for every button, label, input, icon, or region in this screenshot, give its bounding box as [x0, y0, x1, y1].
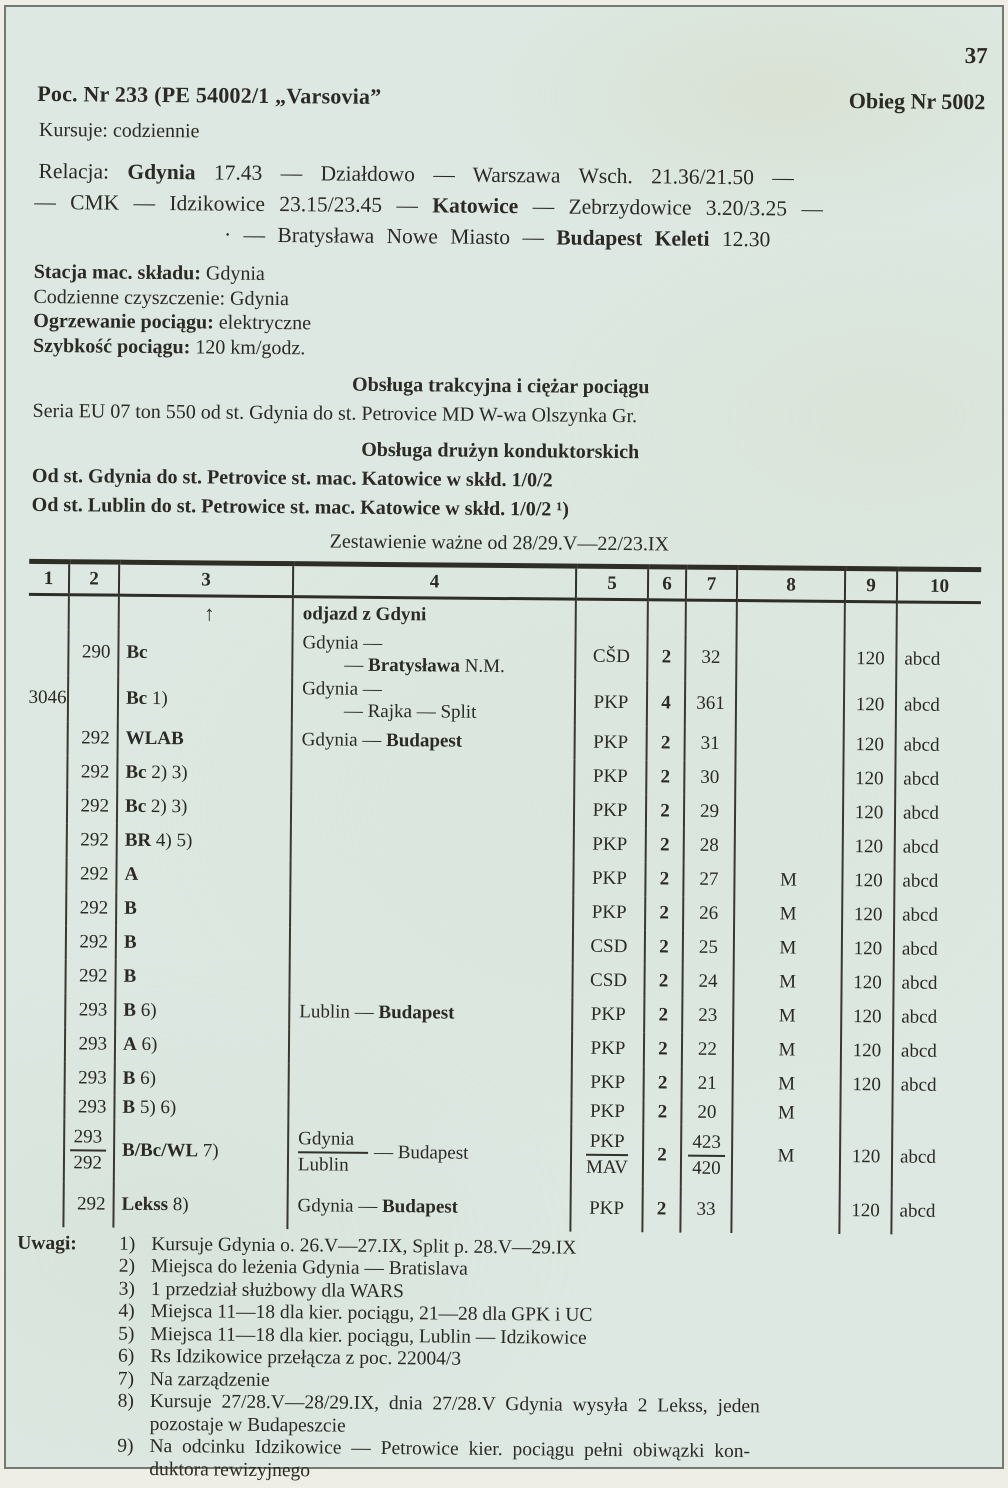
column-header-4: 4: [293, 564, 576, 599]
cell-mark: M: [734, 897, 842, 932]
cell-obieg-alt: [27, 754, 67, 788]
cell-mark: [735, 761, 843, 796]
cell-car-number: 23: [682, 998, 733, 1032]
section-title-konduktor: Obsługa drużyn konduktorskich: [361, 438, 640, 464]
uwagi-item-line: Miejsca 11—18 dla kier. pociągu, Lublin — Idzikowice: [150, 1323, 587, 1349]
cell-car-class: Bc 2) 3): [117, 755, 291, 791]
validity-line: Zestawienie ważne od 28/29.V—22/23.IX: [329, 530, 670, 556]
uwagi-item-line: Miejsca 11—18 dla kier. pociągu, 21—28 dla GPK i UC: [150, 1300, 593, 1326]
page-content: [3, 13, 992, 1488]
cell-railway: PKP: [573, 895, 645, 930]
cell-speed: 120: [844, 681, 896, 727]
cell-obieg-alt: [27, 788, 67, 822]
cell-car-number: 31: [685, 726, 736, 760]
cell-series: 290: [68, 629, 118, 675]
cell-route: Gdynia — Budapest: [287, 1183, 570, 1231]
cell-axles: 2: [643, 1124, 682, 1186]
cell-railway: PKP: [574, 793, 646, 828]
cell-mark: M: [733, 999, 841, 1034]
cell-car-class: BR 4) 5): [117, 823, 291, 859]
info-line-ogrzewanie: Ogrzewanie pociągu: elektryczne: [33, 309, 312, 335]
cell-mark: [737, 601, 845, 636]
cell-railway: [576, 599, 648, 634]
car-class: B/Bc/WL: [121, 1139, 199, 1161]
column-header-1: 1: [29, 561, 69, 594]
cell-axles: [648, 600, 686, 634]
cell-route: [291, 757, 574, 793]
cell-series: 292: [66, 891, 116, 925]
cell-route: Gdynia — Budapest: [292, 723, 575, 759]
cell-railway: PKP: [572, 997, 644, 1032]
table-row: [28, 674, 980, 728]
route-line-2: — Bratysława N.M.: [344, 654, 505, 677]
route-bold: Budapest: [378, 1001, 455, 1024]
cell-car-number: 24: [682, 964, 733, 998]
route-bold: Bratysława: [367, 654, 460, 677]
relacja-katowice: Katowice: [432, 193, 519, 219]
cell-axles: 2: [644, 1066, 682, 1100]
uwagi-item-line: pozostaje w Budapeszcie: [149, 1413, 346, 1437]
cell-speed: 120: [841, 1067, 893, 1101]
cell-brake: abcd: [901, 1006, 938, 1028]
cell-car-number: 27: [683, 862, 734, 896]
cell-speed: 120: [842, 863, 894, 897]
relacja-line-2-pre: — CMK — Idzikowice 23.15/23.45 —: [34, 189, 419, 218]
cell-route: [288, 1097, 571, 1123]
table-row: [28, 628, 980, 682]
cell-mark: M: [734, 863, 842, 898]
car-class: A: [122, 1033, 137, 1055]
uwagi-item-line: Kursuje Gdynia o. 26.V—27.IX, Split p. 28.V—29.IX: [151, 1233, 577, 1259]
cell-series: 292: [66, 925, 116, 959]
cell-railway: PKP: [572, 1031, 644, 1066]
cell-route: [289, 1029, 572, 1065]
relacja-origin: Gdynia: [127, 159, 196, 185]
route-bold: Budapest: [381, 1195, 459, 1218]
cell-series: 293: [64, 1095, 114, 1119]
cell-car-number: 33: [680, 1186, 731, 1232]
relacja-block: [34, 156, 991, 257]
uwagi-item-number: 5): [118, 1323, 135, 1345]
cell-car-number: 28: [684, 828, 735, 862]
cell-car-number: 20: [681, 1100, 732, 1124]
cell-speed: 120: [841, 1033, 893, 1067]
consist-table: [23, 559, 981, 1235]
table-row: [24, 1118, 977, 1188]
table-row: [23, 1180, 975, 1234]
cell-obieg-alt: [25, 1026, 65, 1060]
column-header-7: 7: [686, 567, 737, 600]
kursuje-value: codziennie: [112, 119, 200, 143]
cell-route: [290, 859, 573, 895]
cell-axles: 2: [644, 964, 682, 998]
cell-obieg-alt: [25, 958, 65, 992]
cell-speed: 120: [844, 635, 896, 681]
cell-brake: abcd: [901, 972, 938, 994]
cell-car-number: 30: [684, 760, 735, 794]
uwagi-item-number: 2): [118, 1255, 136, 1277]
cell-obieg-alt: [28, 628, 68, 674]
cell-obieg-alt: [24, 1118, 65, 1180]
cell-car-number: 22: [682, 1032, 733, 1066]
cell-axles: 2: [645, 862, 683, 896]
obieg-number: Obieg Nr 5002: [848, 88, 986, 115]
cell-obieg-alt: [24, 1094, 64, 1118]
car-class: Bc: [125, 687, 148, 709]
cell-railway: PKP: [571, 1099, 643, 1124]
cell-car-class: [118, 721, 292, 757]
cell-speed: 120: [843, 727, 895, 761]
car-class: B: [122, 1096, 136, 1118]
cell-obieg-alt: [29, 594, 69, 628]
uwagi-item-line: Na odcinku Idzikowice — Petrowice kier. pociągu pełni obiwązki kon-: [149, 1435, 751, 1463]
uwagi-item: [104, 1391, 980, 1444]
cell-route: Lublin — Budapest: [289, 995, 572, 1031]
cell-obieg-alt: [25, 1060, 65, 1094]
cell-speed: 120: [841, 965, 893, 999]
cell-brake: abcd: [900, 1073, 937, 1096]
cell-speed: 120: [839, 1187, 891, 1233]
route-line-2: — Rajka — Split: [343, 700, 477, 723]
uwagi-item-number: 4): [118, 1300, 135, 1322]
cell-obieg-alt: [26, 924, 66, 958]
cell-speed: 120: [843, 795, 895, 829]
title-row: [37, 81, 985, 115]
cell-mark: M: [733, 1067, 841, 1102]
column-header-3: 3: [119, 562, 293, 597]
car-class: Bc: [124, 795, 147, 817]
series-fraction: $\frac{293}{292}$: [69, 1126, 106, 1173]
cell-railway: PKP: [574, 827, 646, 862]
cell-axles: 2: [647, 634, 685, 680]
cell-car-number: 21: [682, 1066, 733, 1100]
cell-railway: CŠD: [575, 633, 647, 680]
cell-axles: 2: [642, 1186, 680, 1232]
uwagi-item: [103, 1436, 979, 1488]
uwagi-item-number: 1): [118, 1233, 136, 1255]
cell-brake: abcd: [899, 1145, 937, 1168]
cell-car-number: 29: [684, 794, 735, 828]
cell-mark: M: [733, 965, 841, 1000]
info-line-stacja: Stacja mac. składu: Gdynia: [33, 260, 265, 285]
cell-car-class: [116, 925, 290, 961]
uwagi-item-line: Na zarządzenie: [149, 1368, 270, 1391]
route-line-1: Gdynia —: [302, 677, 382, 700]
cell-route: [292, 631, 575, 679]
column-header-6: 6: [648, 567, 686, 600]
cell-car-class: [116, 857, 290, 893]
cell-railway: PKP: [575, 725, 647, 760]
cell-brake: [897, 602, 981, 637]
cell-series: 293: [65, 1027, 115, 1061]
car-class: Bc: [125, 761, 147, 783]
cell-mark: M: [732, 1101, 840, 1126]
kursuje-label: Kursuje:: [38, 118, 108, 142]
cell-railway: CSD: [573, 929, 645, 964]
up-arrow-icon: ↑: [203, 601, 215, 626]
cell-car-class: Bc 1): [118, 675, 292, 723]
cell-route: [288, 1121, 572, 1185]
section-line-trakcja: Seria EU 07 ton 550 od st. Gdynia do st. Petrovice MD W-wa Olszynka Gr.: [32, 399, 638, 428]
relacja-line-1-rest: 17.43 — Działdowo — Warszawa Wsch. 21.36/21.50 —: [213, 160, 794, 190]
cell-obieg-alt: [23, 1180, 63, 1226]
cell-railway: PKP: [572, 1065, 644, 1100]
uwagi-item-line: 1 przedział służbowy dla WARS: [150, 1278, 405, 1302]
route-line-1: Gdynia —: [302, 631, 383, 654]
uwagi-item-number: 6): [117, 1345, 135, 1367]
cell-car-number: 26: [683, 896, 734, 930]
column-header-10: 10: [897, 569, 981, 603]
cell-route: [291, 791, 574, 827]
cell-axles: 2: [646, 794, 684, 828]
cell-axles: 2: [646, 760, 684, 794]
cell-railway: PKP: [574, 759, 646, 794]
cell-mark: [736, 727, 844, 762]
relacja-line-3-rest: 12.30: [721, 226, 771, 252]
car-class: A: [124, 863, 139, 885]
uwagi-item-line: duktora rewizyjnego: [149, 1458, 311, 1481]
cell-mark: [735, 795, 843, 830]
cell-car-class: Bc 2) 3): [117, 789, 291, 825]
cell-obieg-alt: [28, 720, 68, 754]
cell-route: [292, 677, 575, 725]
cell-brake: abcd: [904, 648, 941, 670]
kursuje-line: [39, 119, 991, 150]
route-bold: Budapest: [386, 729, 463, 752]
cell-series: 292: [67, 789, 117, 823]
car-class: B: [124, 897, 137, 919]
cell-mark: [736, 681, 844, 728]
cell-brake: abcd: [902, 836, 939, 858]
cell-series: 293: [65, 993, 115, 1027]
cell-car-class: B 6): [115, 1061, 289, 1097]
cell-speed: 120: [842, 897, 894, 931]
cell-series: 293: [65, 1061, 115, 1095]
uwagi-item-line: Rs Idzikowice przełącza z poc. 22004/3: [150, 1345, 462, 1370]
column-header-8: 8: [737, 568, 845, 602]
cell-car-class: B/Bc/WL 7): [114, 1119, 289, 1183]
cell-series: 292: [65, 959, 115, 993]
cell-brake: abcd: [902, 870, 939, 892]
cell-axles: 2: [645, 896, 683, 930]
cell-series: [69, 595, 119, 629]
uwagi-label: Uwagi:: [17, 1232, 77, 1254]
uwagi-item-number: 7): [117, 1368, 135, 1390]
cell-axles: 2: [644, 998, 682, 1032]
uwagi-item-line: Miejsca do leżenia Gdynia — Bratislava: [150, 1255, 468, 1280]
car-class: B: [123, 999, 137, 1021]
route-fraction: [298, 1128, 570, 1178]
relacja-line-2-rest: — Zebrzydowice 3.20/3.25 —: [532, 194, 824, 221]
car-number-fraction: $\frac{423}{420}$: [688, 1132, 725, 1179]
cell-mark: M: [732, 1125, 841, 1188]
cell-mark: [735, 829, 843, 864]
cell-series: 292: [63, 1181, 113, 1227]
cell-obieg-alt: [26, 890, 66, 924]
relacja-line-3-pre: · — Bratysława Nowe Miasto —: [223, 222, 544, 250]
cell-railway: CSD: [572, 963, 644, 998]
column-header-9: 9: [845, 568, 897, 601]
cell-car-class: B 5) 6): [114, 1095, 288, 1121]
page-number: 37: [964, 43, 988, 69]
info-line-szybkosc: Szybkość pociągu: 120 km/godz.: [33, 334, 306, 359]
cell-railway: PKP: [570, 1185, 642, 1232]
cell-brake: abcd: [901, 938, 938, 960]
uwagi-block: [15, 1232, 981, 1488]
railway-fraction: $\frac{\text{PKP}}{\text{MAV}}$: [585, 1131, 628, 1178]
train-title: Poc. Nr 233 (PE 54002/1 „Varsovia”: [37, 80, 382, 109]
cell-brake: [892, 1102, 976, 1127]
cell-brake: abcd: [903, 694, 940, 716]
cell-car-number: 361: [685, 680, 736, 726]
route-stations-fraction: $\frac{\text{Gdynia}}{\text{Lublin}}$: [298, 1128, 368, 1176]
cell-car-class: [116, 891, 290, 927]
cell-railway: [571, 1123, 644, 1186]
cell-speed: 120: [842, 931, 894, 965]
cell-route: [290, 927, 573, 963]
cell-car-class: A 6): [115, 1027, 289, 1063]
section-title-trakcja: Obsługa trakcyjna i ciężar pociągu: [351, 373, 650, 399]
cell-obieg-alt: 3046: [28, 674, 68, 720]
car-class: B: [123, 931, 137, 953]
cell-railway: PKP: [575, 679, 647, 726]
relacja-line-3: [224, 220, 990, 258]
car-class: B: [123, 965, 137, 987]
uwagi-item-number: 9): [117, 1435, 134, 1457]
relacja-destination: Budapest Keleti: [556, 225, 710, 251]
column-header-5: 5: [576, 566, 648, 600]
info-line-czyszczenie: Codzienne czyszczenie: Gdynia: [33, 285, 290, 310]
cell-car-class: [119, 595, 293, 631]
cell-speed: 120: [841, 999, 893, 1033]
section-line-konduktor-1: Od st. Gdynia do st. Petrovice st. mac. Katowice w skłd. 1/0/2: [31, 464, 553, 492]
cell-axles: 2: [646, 828, 684, 862]
car-class: WLAB: [125, 727, 184, 749]
cell-brake: abcd: [903, 734, 940, 756]
car-class: Bc: [126, 641, 148, 663]
cell-brake: abcd: [900, 1040, 937, 1062]
cell-obieg-alt: [27, 822, 67, 856]
cell-series: 292: [67, 823, 117, 857]
cell-car-number: 25: [683, 930, 734, 964]
cell-route: [293, 597, 576, 633]
cell-brake: abcd: [903, 768, 940, 790]
cell-mark: M: [733, 1033, 841, 1068]
uwagi-item-number: 8): [117, 1390, 134, 1412]
info-block: [33, 260, 990, 366]
cell-speed: [845, 601, 897, 635]
section-line-konduktor-2: Od st. Lublin do st. Petrowice st. mac. Katowice w skłd. 1/0/2 ¹): [31, 493, 570, 521]
route-destination: — Budapest: [373, 1141, 469, 1164]
cell-speed: [840, 1101, 892, 1125]
car-class: Lekss: [121, 1193, 169, 1215]
cell-car-number: [681, 1124, 733, 1186]
cell-speed: 120: [843, 829, 895, 863]
cell-car-class: Lekss 8): [113, 1181, 287, 1229]
cell-railway: PKP: [573, 861, 645, 896]
cell-route: [289, 1063, 572, 1099]
cell-mark: [731, 1187, 839, 1234]
car-class: B: [122, 1067, 136, 1089]
cell-route: [289, 961, 572, 997]
uwagi-item-text: [149, 1436, 979, 1488]
cell-brake: abcd: [899, 1199, 936, 1222]
cell-brake: abcd: [902, 802, 940, 824]
cell-route: [291, 825, 574, 861]
scanned-page: [4, 5, 1004, 1481]
cell-axles: 4: [647, 680, 685, 726]
cell-axles: 2: [644, 1032, 682, 1066]
cell-obieg-alt: [25, 992, 65, 1026]
cell-mark: M: [734, 931, 842, 966]
cell-car-class: [115, 959, 289, 995]
route-note: odjazd z Gdyni: [302, 603, 427, 626]
cell-series: [68, 675, 118, 721]
uwagi-items: [103, 1233, 981, 1488]
cell-axles: 2: [645, 930, 683, 964]
cell-brake: abcd: [902, 904, 939, 926]
cell-obieg-alt: [26, 856, 66, 890]
cell-series: 292: [67, 755, 117, 789]
cell-car-class: [118, 629, 292, 677]
cell-speed: 120: [843, 761, 895, 795]
cell-car-number: [686, 600, 737, 634]
uwagi-item-line: Kursuje 27/28.V—28/29.IX, dnia 27/28.V Gdynia wysyła 2 Lekss, jeden: [149, 1390, 760, 1418]
cell-car-number: 32: [685, 634, 736, 680]
cell-mark: [736, 635, 844, 682]
column-header-2: 2: [69, 562, 119, 595]
relacja-label: Relacja:: [38, 158, 110, 184]
cell-car-class: B 6): [115, 993, 289, 1029]
cell-axles: 2: [643, 1100, 681, 1124]
cell-series: [64, 1119, 115, 1181]
cell-speed: 120: [840, 1125, 893, 1187]
car-class: BR: [124, 829, 152, 851]
cell-route: [290, 893, 573, 929]
uwagi-item-text: [150, 1391, 980, 1443]
uwagi-item-number: 3): [118, 1278, 135, 1300]
cell-series: 292: [68, 721, 118, 755]
cell-series: 292: [66, 857, 116, 891]
cell-axles: 2: [647, 726, 685, 760]
